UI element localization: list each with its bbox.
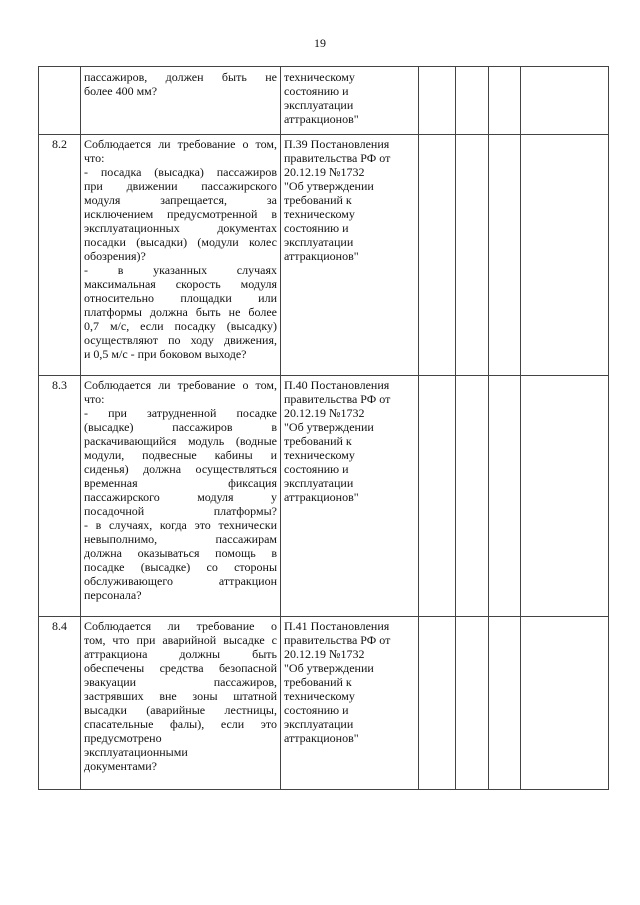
requirement-line: должна оказываться помощь в — [84, 546, 277, 560]
empty-answer-cell — [456, 617, 489, 790]
requirement-line: модуля запрещается, за — [84, 193, 277, 207]
empty-answer-cell — [456, 135, 489, 376]
reference-line: П.41 Постановления — [284, 619, 390, 633]
requirement-line: что: — [84, 392, 105, 406]
reference-line: "Об утверждении — [284, 420, 374, 434]
reference-line: 20.12.19 №1732 — [284, 647, 365, 661]
reference-line: эксплуатации — [284, 98, 354, 112]
empty-answer-cell — [521, 135, 609, 376]
empty-answer-cell — [419, 617, 456, 790]
reference-line: эксплуатации — [284, 235, 354, 249]
requirement-line: модули, подвесные кабины и — [84, 448, 277, 462]
requirement-line: эксплуатационными — [84, 745, 188, 759]
requirement-line: невыполнимо, пассажирам — [84, 532, 277, 546]
table-row — [39, 617, 609, 790]
requirement-line: персонала? — [84, 588, 142, 602]
requirement-line: посадочной платформы? — [84, 504, 277, 518]
requirement-line: относительно площадки или — [84, 291, 277, 305]
requirement-line: - в случаях, когда это технически — [84, 518, 277, 532]
item-number-cell — [39, 67, 81, 135]
empty-answer-cell — [456, 67, 489, 135]
reference-line: аттракционов" — [284, 490, 359, 504]
requirement-line: обслуживающего аттракцион — [84, 574, 277, 588]
requirement-line: (высадке) пассажиров в — [84, 420, 277, 434]
empty-answer-cell — [489, 135, 521, 376]
reference-line: состоянию и — [284, 84, 349, 98]
requirement-line: застрявших вне зоны штатной — [84, 689, 277, 703]
reference-line: требований к — [284, 434, 352, 448]
legal-reference-cell — [281, 135, 419, 376]
reference-line: эксплуатации — [284, 476, 354, 490]
requirement-line: предусмотрено — [84, 731, 162, 745]
reference-line: П.39 Постановления — [284, 137, 390, 151]
empty-answer-cell — [489, 617, 521, 790]
checklist-table — [38, 66, 609, 790]
empty-answer-cell — [521, 376, 609, 617]
requirement-line: временная фиксация — [84, 476, 277, 490]
empty-answer-cell — [419, 135, 456, 376]
empty-answer-cell — [419, 376, 456, 617]
requirement-cell — [81, 617, 281, 790]
empty-answer-cell — [489, 376, 521, 617]
table-row — [39, 376, 609, 617]
empty-answer-cell — [489, 67, 521, 135]
reference-line: 20.12.19 №1732 — [284, 406, 365, 420]
requirement-line: 0,7 м/с, если посадку (высадку) — [84, 319, 277, 333]
item-number-cell: 8.2 — [39, 135, 81, 376]
reference-line: "Об утверждении — [284, 661, 374, 675]
reference-line: состоянию и — [284, 703, 349, 717]
reference-line: 20.12.19 №1732 — [284, 165, 365, 179]
requirement-line: посадке (высадке) со стороны — [84, 560, 277, 574]
empty-answer-cell — [521, 67, 609, 135]
reference-line: правительства РФ от — [284, 633, 391, 647]
item-number-cell: 8.3 — [39, 376, 81, 617]
requirement-line: аттракциона должны быть — [84, 647, 277, 661]
reference-line: аттракционов" — [284, 112, 359, 126]
item-number-cell: 8.4 — [39, 617, 81, 790]
requirement-line: максимальная скорость модуля — [84, 277, 277, 291]
requirement-line: пассажиров, должен быть не — [84, 70, 277, 84]
reference-line: техническому — [284, 689, 355, 703]
reference-line: техническому — [284, 70, 355, 84]
requirement-line: при движении пассажирского — [84, 179, 277, 193]
reference-line: требований к — [284, 675, 352, 689]
requirement-line: обеспечены средства безопасной — [84, 661, 277, 675]
requirement-cell — [81, 135, 281, 376]
requirement-line: Соблюдается ли требование о том, — [84, 378, 277, 392]
reference-line: состоянию и — [284, 221, 349, 235]
requirement-line: посадки (высадки) (модули колес — [84, 235, 277, 249]
reference-line: аттракционов" — [284, 731, 359, 745]
requirement-line: - в указанных случаях — [84, 263, 277, 277]
requirement-line: сиденья) должна осуществляться — [84, 462, 277, 476]
requirement-line: исключением предусмотренной в — [84, 207, 277, 221]
reference-line: аттракционов" — [284, 249, 359, 263]
requirement-line: обозрения)? — [84, 249, 146, 263]
requirement-line: и 0,5 м/с - при боковом выходе? — [84, 347, 247, 361]
table-row — [39, 67, 609, 135]
empty-answer-cell — [521, 617, 609, 790]
reference-line: правительства РФ от — [284, 151, 391, 165]
requirement-line: более 400 мм? — [84, 84, 158, 98]
requirement-line: раскачивающийся модуль (водные — [84, 434, 277, 448]
requirement-line: высадки (аварийные лестницы, — [84, 703, 277, 717]
reference-line: "Об утверждении — [284, 179, 374, 193]
legal-reference-cell — [281, 376, 419, 617]
requirement-line: том, что при аварийной высадке с — [84, 633, 277, 647]
requirement-line: эксплуатационных документах — [84, 221, 277, 235]
requirement-line: осуществляют по ходу движения, — [84, 333, 277, 347]
table-row — [39, 135, 609, 376]
reference-line: техническому — [284, 207, 355, 221]
requirement-line: эвакуации пассажиров, — [84, 675, 277, 689]
page-number: 19 — [314, 36, 326, 50]
requirement-line: что: — [84, 151, 105, 165]
requirement-line: пассажирского модуля у — [84, 490, 277, 504]
empty-answer-cell — [456, 376, 489, 617]
requirement-line: - при затрудненной посадке — [84, 406, 277, 420]
requirement-line: Соблюдается ли требование о — [84, 619, 277, 633]
empty-answer-cell — [419, 67, 456, 135]
requirement-cell — [81, 376, 281, 617]
requirement-line: - посадка (высадка) пассажиров — [84, 165, 277, 179]
requirement-line: платформы должна быть не более — [84, 305, 277, 319]
reference-line: техническому — [284, 448, 355, 462]
reference-line: правительства РФ от — [284, 392, 391, 406]
legal-reference-cell — [281, 67, 419, 135]
reference-line: требований к — [284, 193, 352, 207]
reference-line: эксплуатации — [284, 717, 354, 731]
requirement-cell — [81, 67, 281, 135]
reference-line: П.40 Постановления — [284, 378, 390, 392]
legal-reference-cell — [281, 617, 419, 790]
requirement-line: спасательные фалы), если это — [84, 717, 277, 731]
reference-line: состоянию и — [284, 462, 349, 476]
requirement-line: Соблюдается ли требование о том, — [84, 137, 277, 151]
requirement-line: документами? — [84, 759, 158, 773]
